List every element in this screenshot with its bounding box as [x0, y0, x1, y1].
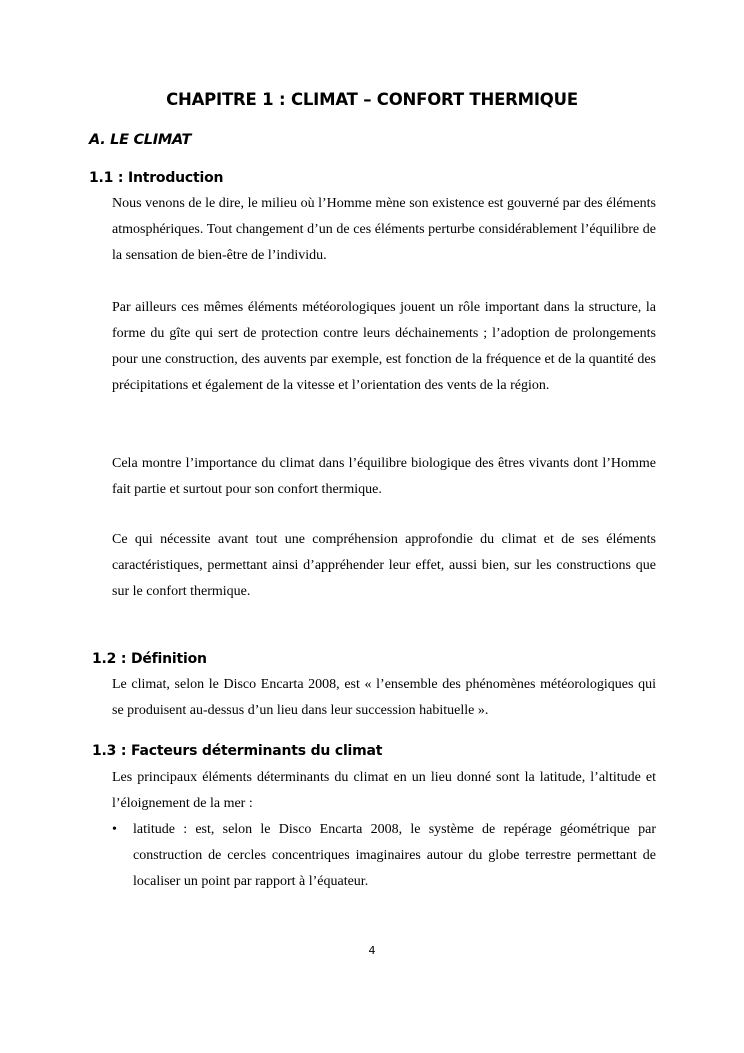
definition-paragraph: Le climat, selon le Disco Encarta 2008, est « l’ensemble des phénomènes météorologiques qui se produisent au-dessus d’un lieu dans leur succession habituelle ».	[112, 677, 656, 718]
heading-introduction: 1.1 : Introduction	[89, 170, 224, 186]
bullet-text-latitude: latitude : est, selon le Disco Encarta 2008, le système de repérage géométrique par construction de cercles concentriques imaginaires autour du globe terrestre permettant de localiser un point par rapport à l’équateur.	[133, 822, 656, 889]
chapter-title: CHAPITRE 1 : CLIMAT – CONFORT THERMIQUE	[166, 90, 578, 109]
list-item	[112, 817, 656, 895]
facteurs-paragraph: Les principaux éléments déterminants du climat en un lieu donné sont la latitude, l’altitude et l’éloignement de la mer :	[112, 770, 656, 811]
page-number: 4	[368, 944, 376, 957]
intro-paragraph-2: Par ailleurs ces mêmes éléments météorologiques jouent un rôle important dans la structure, la forme du gîte qui sert de protection contre leurs déchainements ; l’adoption de prolongements pour une construction, des auvents par exemple, est fonction de la fréquence et de la quantité des précipitations et également de la vitesse et l’orientation des vents de la région.	[112, 300, 656, 393]
section-heading-climat: A. LE CLIMAT	[89, 132, 192, 148]
heading-facteurs: 1.3 : Facteurs déterminants du climat	[92, 743, 383, 759]
bullet-icon: •	[112, 822, 117, 837]
heading-definition: 1.2 : Définition	[92, 651, 207, 667]
facteurs-bullet-list	[112, 817, 656, 895]
intro-paragraph-1: Nous venons de le dire, le milieu où l’Homme mène son existence est gouverné par des éléments atmosphériques. Tout changement d’un de ces éléments perturbe considérablement l’équilibre de la sensation de bien-être de l’individu.	[112, 196, 656, 263]
intro-paragraph-3: Cela montre l’importance du climat dans l’équilibre biologique des êtres vivants dont l’Homme fait partie et surtout pour son confort thermique.	[112, 456, 656, 497]
intro-paragraph-4: Ce qui nécessite avant tout une compréhension approfondie du climat et de ses éléments caractéristiques, permettant ainsi d’appréhender leur effet, aussi bien, sur les constructions que sur le confort thermique.	[112, 532, 656, 599]
